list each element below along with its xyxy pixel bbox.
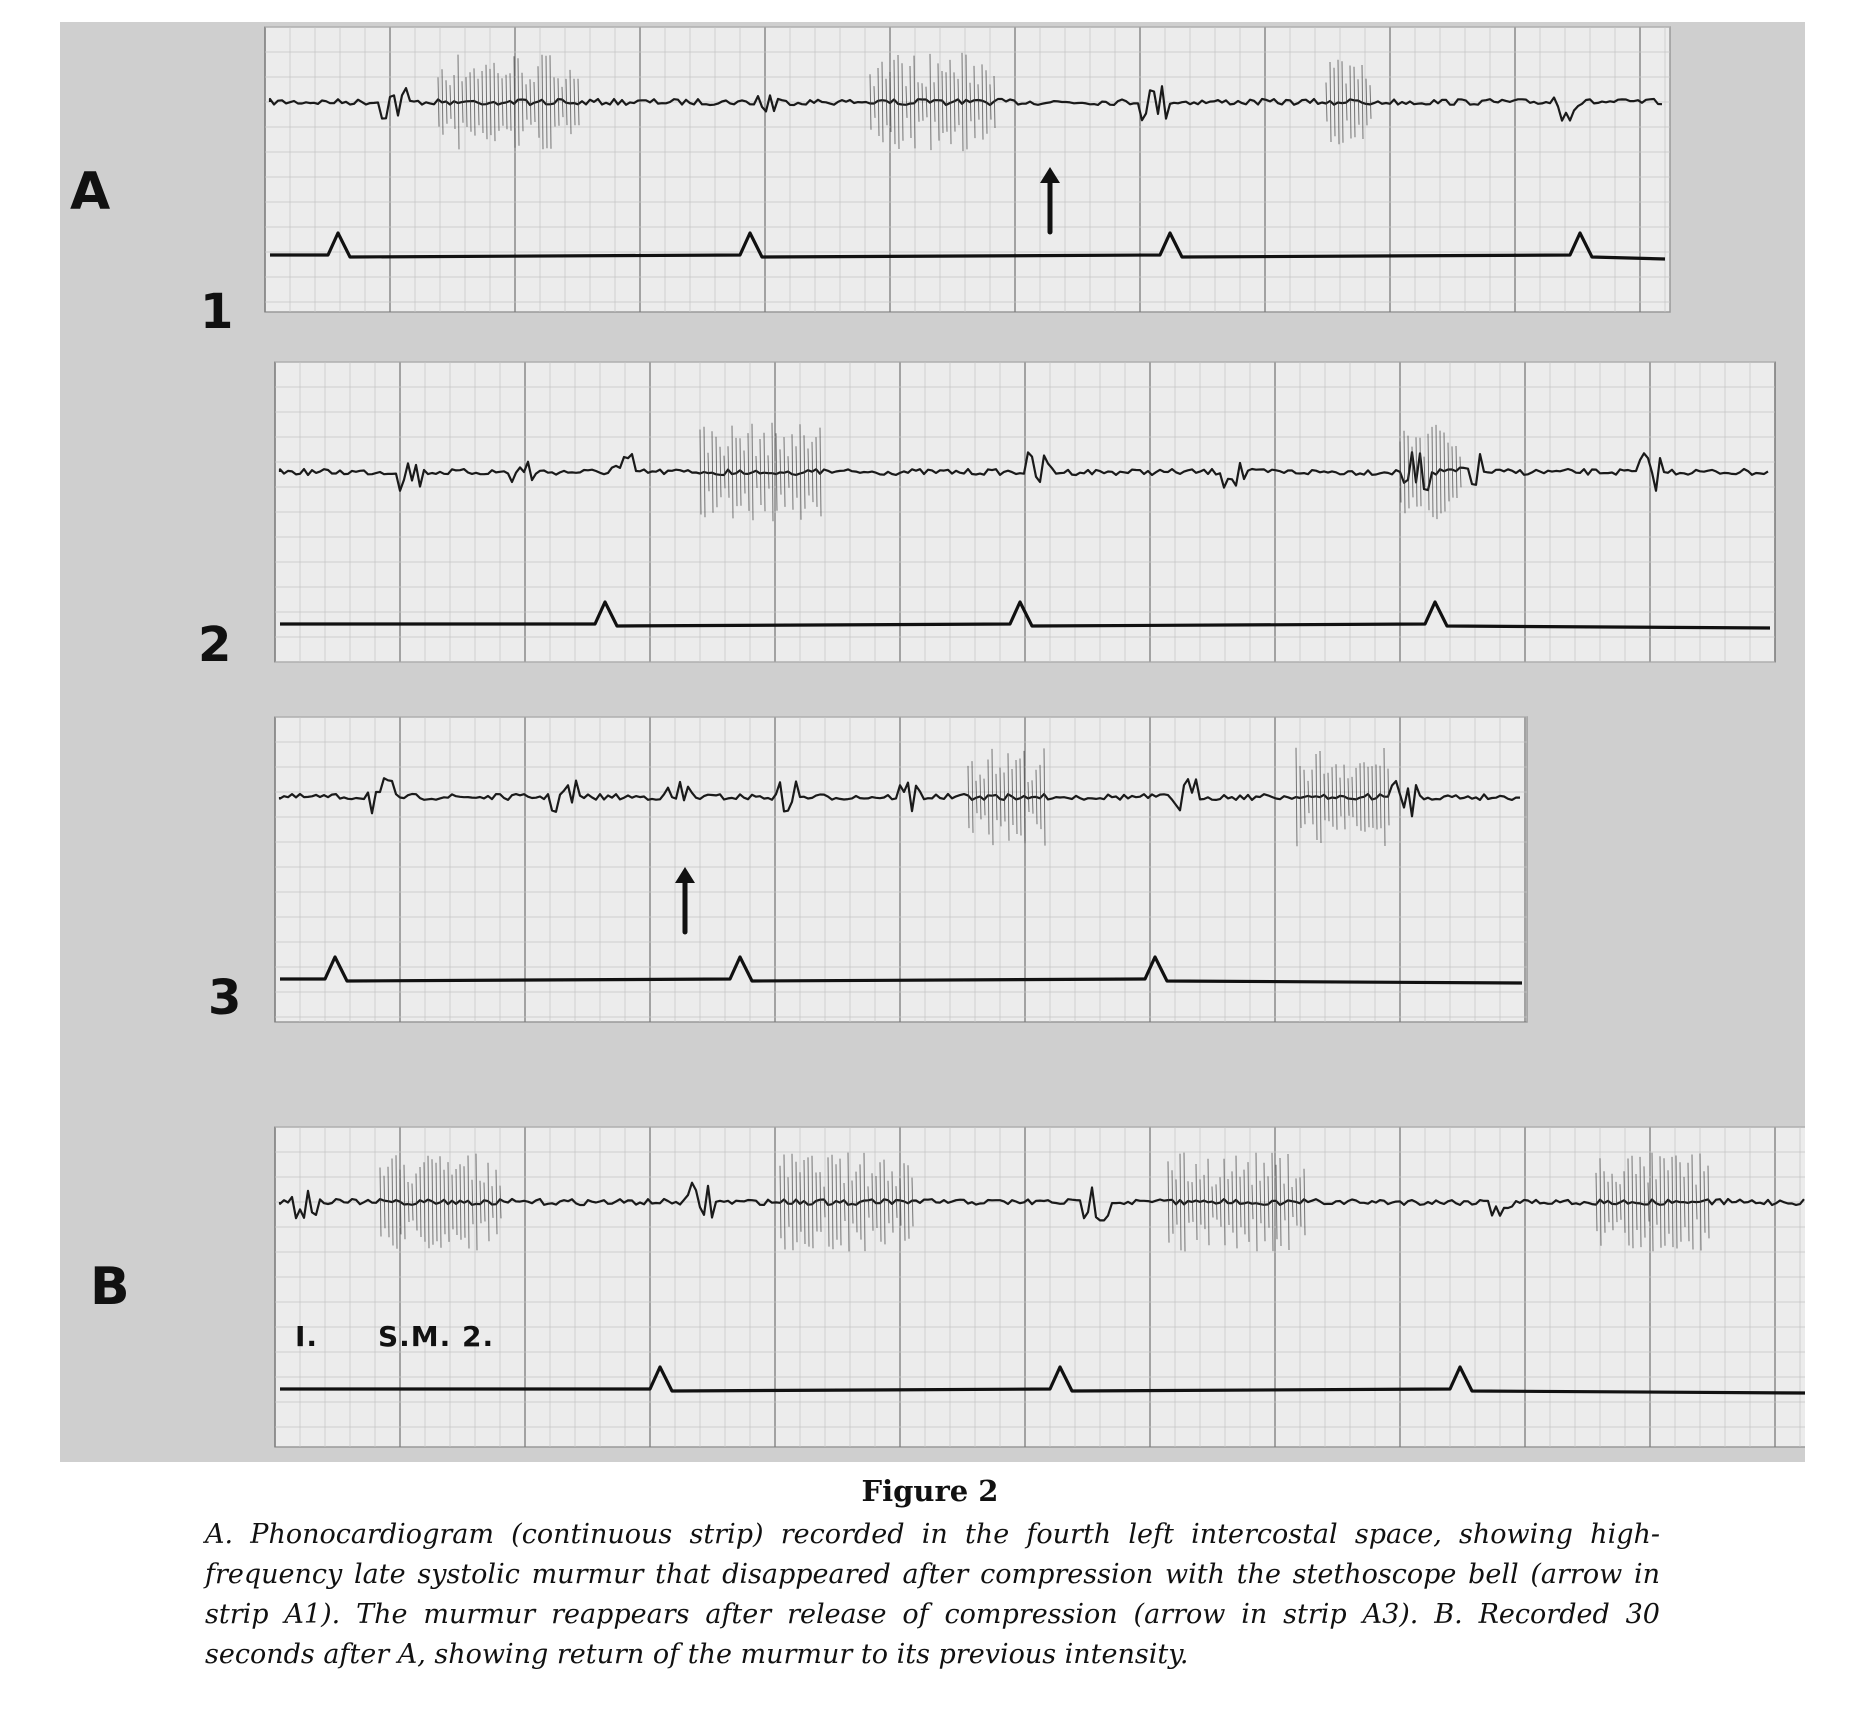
strip-annotation-left: I. — [295, 1320, 319, 1353]
strip-A3 — [275, 717, 1527, 1022]
strip-B — [275, 1127, 1805, 1447]
panel-letter-b: B — [90, 1257, 130, 1317]
phonocardiogram-strips — [60, 22, 1805, 1462]
strip-grid-background — [265, 27, 1670, 312]
strip-A2 — [275, 362, 1775, 662]
figure-caption: A. Phonocardiogram (continuous strip) recorded in the fourth left intercostal space, showing high-frequency late systolic murmur that disappeared after compression with the stethoscope bell (arrow in strip A1). The murmur reappears after release of compression (arrow in strip A3). B. Recorded 30 seconds after A, showing return of the murmur to its previous intensity. — [205, 1519, 1660, 1670]
strip-grid-lines — [275, 362, 1775, 662]
panel-letter-a: A — [70, 162, 111, 222]
strip-number-1: 1 — [200, 284, 234, 340]
strip-number-2: 2 — [198, 617, 232, 673]
strip-grid-background — [275, 717, 1527, 1022]
figure-title: Figure 2 — [861, 1474, 999, 1508]
strip-number-3: 3 — [208, 970, 242, 1026]
figure-image — [60, 22, 1805, 1462]
strip-A1 — [265, 27, 1670, 312]
strip-grid-background — [275, 1127, 1805, 1447]
strip-annotation-right: S.M. 2. — [378, 1320, 495, 1353]
